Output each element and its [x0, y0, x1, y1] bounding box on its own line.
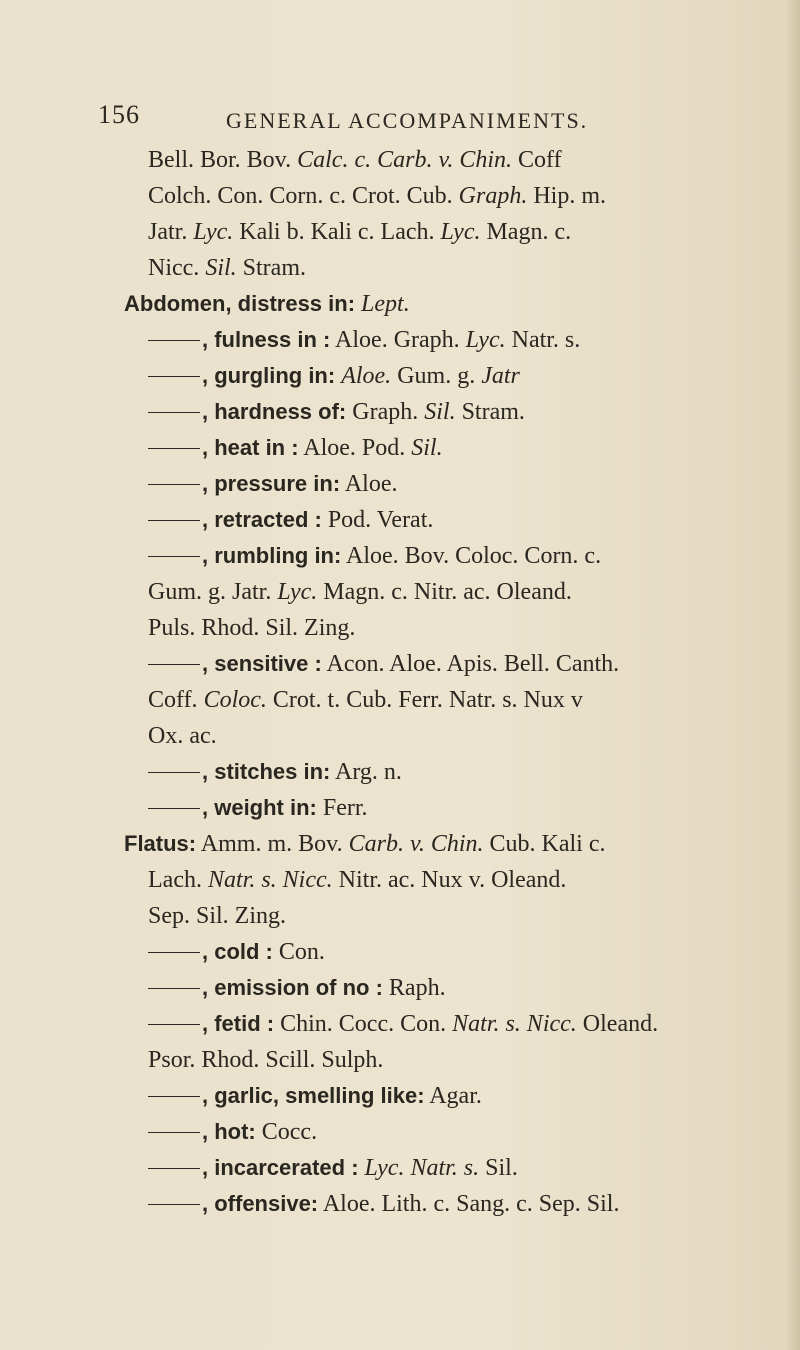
entry-label: Flatus:: [124, 831, 197, 856]
entry-heading-line: [124, 286, 774, 322]
entry-label: , heat in :: [202, 435, 299, 460]
remedy-list: Coff. Coloc. Crot. t. Cub. Ferr. Natr. s. Nux v: [148, 687, 583, 713]
ditto-dash: [148, 1096, 200, 1098]
entry-label: , offensive:: [202, 1191, 319, 1216]
sub-entry-line: [148, 1006, 774, 1042]
continuation-line: [148, 682, 774, 718]
continuation-line: [148, 718, 774, 754]
sub-entry-line: [148, 934, 774, 970]
continuation-line: [148, 574, 774, 610]
ditto-dash: [148, 1204, 200, 1206]
entry-label: , cold :: [202, 939, 273, 964]
continuation-line: [148, 610, 774, 646]
sub-entry-line: [148, 1186, 774, 1222]
remedy-list: Con.: [272, 939, 325, 965]
remedy-list: Jatr. Lyc. Kali b. Kali c. Lach. Lyc. Magn. c.: [148, 219, 572, 245]
entry-label: , hot:: [202, 1119, 256, 1144]
ditto-dash: [148, 556, 200, 558]
remedy-list: Graph. Sil. Stram.: [346, 399, 525, 425]
remedy-list: Sep. Sil. Zing.: [148, 903, 287, 929]
sub-entry-line: [148, 790, 774, 826]
continuation-line: [148, 862, 774, 898]
remedy-list: Acon. Aloe. Apis. Bell. Canth.: [321, 651, 620, 677]
page-edge-shadow: [786, 0, 800, 1350]
ditto-dash: [148, 988, 200, 990]
remedy-list: Arg. n.: [330, 759, 402, 785]
entry-heading-line: [124, 826, 774, 862]
sub-entry-line: [148, 538, 774, 574]
continuation-line: [148, 898, 774, 934]
entry-label: , emission of no :: [202, 975, 383, 1000]
sub-entry-line: [148, 1114, 774, 1150]
entry-label: , hardness of:: [202, 399, 347, 424]
ditto-dash: [148, 484, 200, 486]
sub-entry-line: [148, 358, 774, 394]
entry-label: , stitches in:: [202, 759, 331, 784]
ditto-dash: [148, 772, 200, 774]
sub-entry-line: [148, 1078, 774, 1114]
entry-label: , retracted :: [202, 507, 322, 532]
remedy-list: Puls. Rhod. Sil. Zing.: [148, 615, 356, 641]
sub-entry-line: [148, 754, 774, 790]
entry-label: , fetid :: [202, 1011, 275, 1036]
entry-label: , rumbling in:: [202, 543, 342, 568]
entry-label: , sensitive :: [202, 651, 322, 676]
ditto-dash: [148, 376, 200, 378]
remedy-list: Ferr.: [316, 795, 368, 821]
entry-label: , gurgling in:: [202, 363, 336, 388]
ditto-dash: [148, 1168, 200, 1170]
ditto-dash: [148, 520, 200, 522]
entry-label: Abdomen, distress in:: [124, 291, 356, 316]
remedy-list: Pod. Verat.: [321, 507, 434, 533]
sub-entry-line: [148, 1150, 774, 1186]
entry-label: , pressure in:: [202, 471, 341, 496]
running-head: GENERAL ACCOMPANIMENTS.: [226, 108, 589, 133]
entry-label: , fulness in :: [202, 327, 331, 352]
ditto-dash: [148, 412, 200, 414]
sub-entry-line: [148, 322, 774, 358]
ditto-dash: [148, 952, 200, 954]
remedy-list: Aloe. Gum. g. Jatr: [341, 363, 520, 389]
entry-label: , weight in:: [202, 795, 317, 820]
continuation-line: [148, 1042, 774, 1078]
sub-entry-line: [148, 394, 774, 430]
remedy-list: Agar.: [424, 1083, 482, 1109]
remedy-list: Aloe. Graph. Lyc. Natr. s.: [330, 327, 581, 353]
ditto-dash: [148, 1132, 200, 1134]
entry-label: , garlic, smelling like:: [202, 1083, 425, 1108]
continuation-line: [148, 178, 774, 214]
remedy-list: Gum. g. Jatr. Lyc. Magn. c. Nitr. ac. Oleand.: [148, 579, 572, 605]
remedy-list: Colch. Con. Corn. c. Crot. Cub. Graph. Hip. m.: [148, 183, 607, 209]
sub-entry-line: [148, 502, 774, 538]
page-number: 156: [98, 100, 140, 129]
remedy-list: Raph.: [382, 975, 446, 1001]
remedy-list: Aloe.: [340, 471, 398, 497]
ditto-dash: [148, 808, 200, 810]
sub-entry-line: [148, 646, 774, 682]
remedy-list: Psor. Rhod. Scill. Sulph.: [148, 1047, 384, 1073]
remedy-list: Bell. Bor. Bov. Calc. c. Carb. v. Chin. Coff: [148, 147, 562, 173]
remedy-list: Lach. Natr. s. Nicc. Nitr. ac. Nux v. Oleand.: [148, 867, 567, 893]
remedy-list: Amm. m. Bov. Carb. v. Chin. Cub. Kali c.: [196, 831, 606, 857]
ditto-dash: [148, 340, 200, 342]
remedy-list: Cocc.: [255, 1119, 318, 1145]
sub-entry-line: [148, 970, 774, 1006]
ditto-dash: [148, 448, 200, 450]
sub-entry-line: [148, 430, 774, 466]
remedy-list: Nicc. Sil. Stram.: [148, 255, 306, 281]
entry-label: , incarcerated :: [202, 1155, 359, 1180]
repertory-entries: [124, 142, 774, 1222]
remedy-list: Aloe. Lith. c. Sang. c. Sep. Sil.: [318, 1191, 620, 1217]
remedy-list: Aloe. Bov. Coloc. Corn. c.: [341, 543, 602, 569]
remedy-list: Chin. Cocc. Con. Natr. s. Nicc. Oleand.: [274, 1011, 659, 1037]
remedy-list: Ox. ac.: [148, 723, 217, 749]
sub-entry-line: [148, 466, 774, 502]
remedy-list: Aloe. Pod. Sil.: [298, 435, 443, 461]
remedy-list: Lept.: [361, 291, 410, 317]
ditto-dash: [148, 1024, 200, 1026]
continuation-line: [148, 214, 774, 250]
page-header: [98, 100, 738, 140]
continuation-line: [148, 142, 774, 178]
ditto-dash: [148, 664, 200, 666]
remedy-list: Lyc. Natr. s. Sil.: [364, 1155, 518, 1181]
continuation-line: [148, 250, 774, 286]
